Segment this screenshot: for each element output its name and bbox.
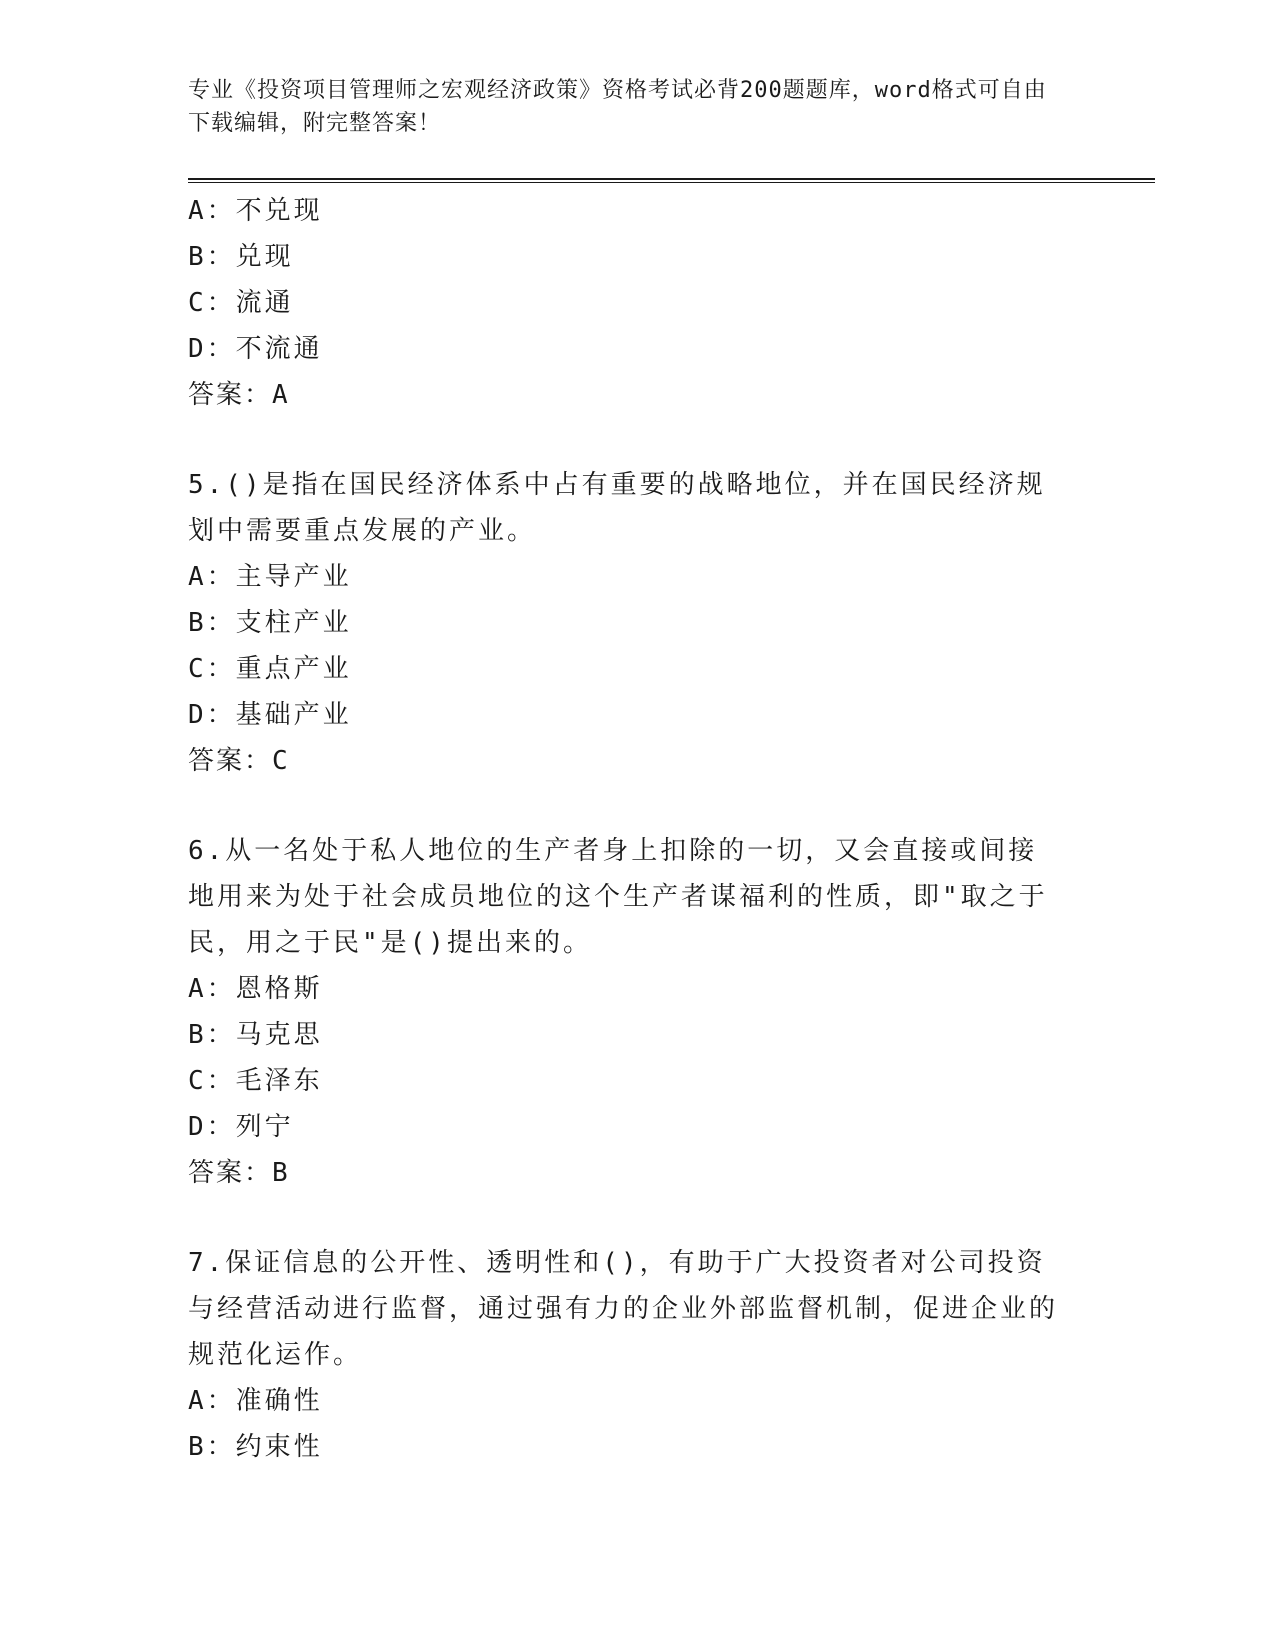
option-d: D：基础产业 (188, 700, 352, 730)
answer-line (188, 738, 1068, 784)
question-4-tail (188, 188, 1068, 418)
question-list (188, 188, 1068, 1470)
option-a: A：主导产业 (188, 562, 352, 592)
answer-value: A (272, 380, 290, 410)
answer-label: 答案： (188, 746, 273, 776)
answer-value: B (272, 1158, 290, 1188)
question-6 (188, 828, 1068, 1196)
question-5 (188, 462, 1068, 784)
option-d: D：不流通 (188, 334, 323, 364)
option-a: A：准确性 (188, 1386, 323, 1416)
question-text: 5.()是指在国民经济体系中占有重要的战略地位，并在国民经济规划中需要重点发展的产业。 (188, 470, 1046, 546)
option-a: A：恩格斯 (188, 974, 323, 1004)
answer-line (188, 372, 1068, 418)
option-c: C：重点产业 (188, 654, 352, 684)
answer-line (188, 1150, 1068, 1196)
answer-label: 答案： (188, 1158, 273, 1188)
question-text: 6.从一名处于私人地位的生产者身上扣除的一切，又会直接或间接地用来为处于社会成员地位的这个生产者谋福利的性质，即"取之于民，用之于民"是()提出来的。 (188, 836, 1048, 958)
question-text: 7.保证信息的公开性、透明性和()，有助于广大投资者对公司投资与经营活动进行监督，通过强有力的企业外部监督机制，促进企业的规范化运作。 (188, 1248, 1059, 1370)
answer-label: 答案： (188, 380, 273, 410)
option-b: B：支柱产业 (188, 608, 352, 638)
option-c: C：流通 (188, 288, 294, 318)
option-b: B：马克思 (188, 1020, 323, 1050)
page-header: 专业《投资项目管理师之宏观经济政策》资格考试必背200题题库，word格式可自由下载编辑，附完整答案！ (188, 78, 1047, 136)
question-7 (188, 1240, 1068, 1470)
option-c: C：毛泽东 (188, 1066, 323, 1096)
option-d: D：列宁 (188, 1112, 294, 1142)
answer-value: C (272, 746, 290, 776)
header-divider (188, 178, 1155, 183)
option-b: B：约束性 (188, 1432, 323, 1462)
option-a: A：不兑现 (188, 196, 323, 226)
option-b: B：兑现 (188, 242, 294, 272)
